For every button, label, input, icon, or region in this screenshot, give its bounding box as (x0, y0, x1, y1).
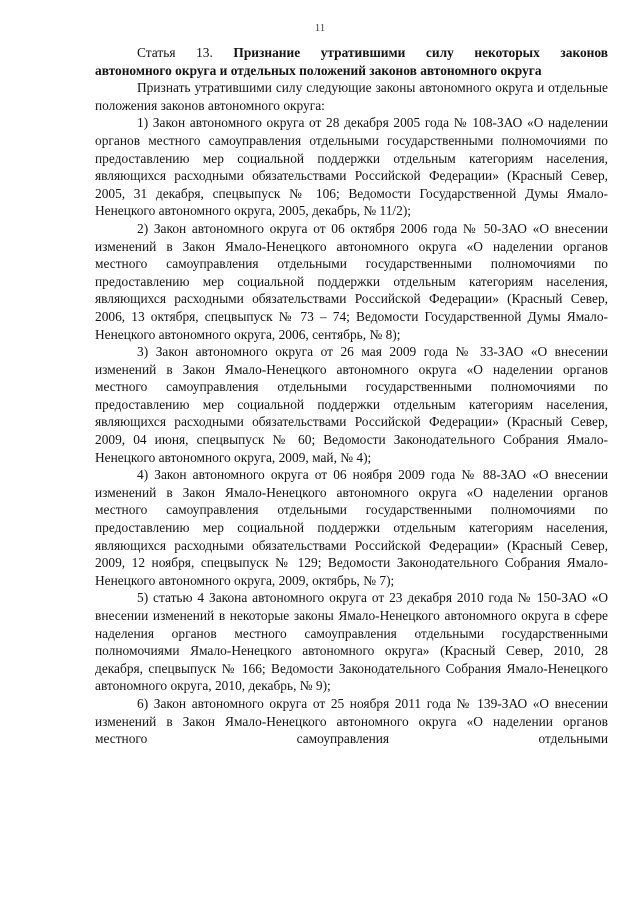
article-title-continuation: автономного округа и отдельных положений законов автономного округа (95, 62, 542, 78)
list-item: 6) Закон автономного округа от 25 ноября 2011 года № 139-ЗАО «О внесении изменений в Закон Ямало-Ненецкого автономного округа «О наделении органов местного самоуправления отдельными (95, 695, 608, 747)
list-item: 4) Закон автономного округа от 06 ноября 2009 года № 88-ЗАО «О внесении изменений в Закон Ямало-Ненецкого автономного округа «О наделении органов местного самоуправления отдельными государственными полномочиями по предоставлению мер социальной поддержки отдельным категориям населения, являющихся расходными обязательствами Российской Федерации» (Красный Север, 2009, 12 ноября, спецвыпуск № 129; Ведомости Законодательного Собрания Ямало-Ненецкого автономного округа, 2009, октябрь, № 7); (95, 467, 608, 588)
article-title: Признание утратившими силу некоторых законов (233, 45, 608, 60)
list-item: 1) Закон автономного округа от 28 декабря 2005 года № 108-ЗАО «О наделении органов местного самоуправления отдельными государственными полномочиями по предоставлению мер социальной поддержки отдельным категориям населения, являющихся расходными обязательствами Российской Федерации» (Красный Север, 2005, 31 декабря, спецвыпуск № 106; Ведомости Государственной Думы Ямало-Ненецкого автономного округа, 2005, декабрь, № 11/2); (95, 115, 608, 219)
intro-paragraph: Признать утратившими силу следующие законы автономного округа и отдельные положения законов автономного округа: (95, 80, 608, 113)
list-item: 5) статью 4 Закона автономного округа от 23 декабря 2010 года № 150-ЗАО «О внесении изменений в некоторые законы Ямало-Ненецкого автономного округа в сфере наделения органов местного самоуправления отдельными государственными полномочиями Ямало-Ненецкого автономного округа» (Красный Север, 2010, 28 декабря, спецвыпуск № 166; Ведомости Законодательного Собрания Ямало-Ненецкого автономного округа, 2010, декабрь, № 9); (95, 590, 608, 694)
list-item: 3) Закон автономного округа от 26 мая 2009 года № 33-ЗАО «О внесении изменений в Закон Ямало-Ненецкого автономного округа «О наделении органов местного самоуправления отдельными государственными полномочиями по предоставлению мер социальной поддержки отдельным категориям населения, являющихся расходными обязательствами Российской Федерации» (Красный Север, 2009, 04 июня, спецвыпуск № 60; Ведомости Законодательного Собрания Ямало-Ненецкого автономного округа, 2009, май, № 4); (95, 344, 608, 465)
article-number: Статья 13. (137, 45, 213, 60)
page-number: 11 (314, 22, 326, 34)
list-item: 2) Закон автономного округа от 06 октября 2006 года № 50-ЗАО «О внесении изменений в Закон Ямало-Ненецкого автономного округа «О наделении органов местного самоуправления отдельными государственными полномочиями по предоставлению мер социальной поддержки отдельным категориям населения, являющихся расходными обязательствами Российской Федерации» (Красный Север, 2006, 13 октября, спецвыпуск № 73 – 74; Ведомости Государственной Думы Ямало-Ненецкого автономного округа, 2006, сентябрь, № 8); (95, 220, 608, 342)
article-heading (95, 44, 608, 62)
document-body (95, 44, 608, 748)
